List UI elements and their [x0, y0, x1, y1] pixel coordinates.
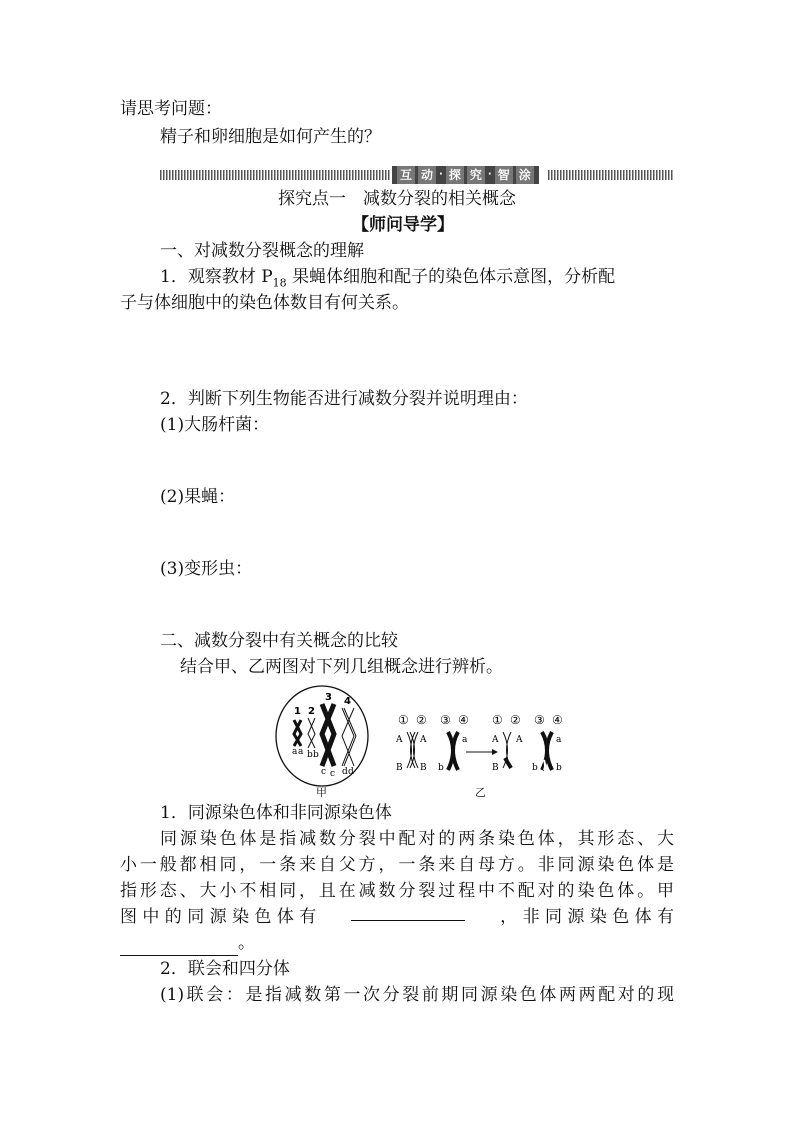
- q1-text-b: 果蝇体细胞和配子的染色体示意图，分析配: [286, 267, 616, 287]
- part2-intro: 结合甲、乙两图对下列几组概念进行辨析。: [180, 657, 503, 677]
- think-question: 精子和卵细胞是如何产生的？: [160, 127, 381, 147]
- figure-label-yi: 乙: [475, 786, 486, 799]
- item1-line4-a: 图 中 的 同 源 染 色 体 有: [120, 907, 317, 927]
- banner-badge: [392, 166, 539, 184]
- q2-heading: 2．判断下列生物能否进行减数分裂并说明理由：: [160, 389, 528, 409]
- yi-number: ④: [552, 713, 563, 727]
- item2-title: 2．联会和四分体: [160, 959, 290, 979]
- q1-subscript: 18: [272, 276, 287, 290]
- chromosome-3: [322, 704, 334, 766]
- item2-line1: (1)联会：是指减数第一次分裂前期同源染色体两两配对的现: [160, 985, 674, 1005]
- item1-line4-b: ， 非 同 源 染 色 体 有: [500, 907, 674, 927]
- part2-heading: 二、减数分裂中有关概念的比较: [160, 631, 398, 651]
- yi-allele: a: [556, 735, 562, 745]
- jia-allele: d: [342, 767, 348, 777]
- yi-number: ②: [416, 713, 427, 727]
- think-prompt: 请思考问题：: [120, 99, 222, 119]
- yi-chromosome-pair-black: [448, 732, 458, 770]
- item1-line3: 指形态、大小不相同，且在减数分裂过程中不配对的染色体。甲: [120, 881, 674, 901]
- yi-number: ④: [458, 713, 469, 727]
- jia-allele: c: [321, 767, 327, 777]
- item1-line5-end: 。: [238, 933, 255, 953]
- q1-text-a: 1．观察教材 P: [160, 267, 273, 287]
- yi-allele: A: [492, 735, 499, 745]
- yi-chromosome-pair-white: [407, 732, 418, 768]
- banner-char: 互: [397, 166, 415, 184]
- jia-number: 4: [344, 696, 351, 707]
- chromosome-2: [308, 718, 315, 748]
- jia-number: 2: [308, 706, 315, 717]
- jia-allele: b: [313, 750, 319, 760]
- yi-allele: A: [396, 735, 403, 745]
- yi-chromosome-pair-crossover-white: [503, 732, 511, 768]
- jia-allele: a: [292, 747, 298, 757]
- q2-item-1: (1)大肠杆菌：: [160, 415, 270, 435]
- q2-item-3: (3)变形虫：: [160, 559, 253, 579]
- yi-number: ①: [398, 713, 409, 727]
- item1-line5: [120, 930, 255, 956]
- section-banner: [160, 166, 674, 184]
- chromosome-figure: [270, 684, 570, 800]
- jia-allele: a: [298, 747, 304, 757]
- banner-char: 究: [467, 166, 485, 184]
- chromosome-4: [342, 708, 356, 766]
- nonhomologous-answer-blank[interactable]: [120, 939, 238, 956]
- q1-line2: 子与体细胞中的染色体数目有何关系。: [120, 293, 409, 313]
- chromosome-diagram: [270, 684, 570, 800]
- jia-allele: b: [307, 750, 313, 760]
- jia-number: 1: [294, 706, 301, 717]
- yi-chromosome-pair-crossover-black: [542, 732, 552, 770]
- yi-allele: B: [420, 763, 427, 773]
- item1-title: 1．同源染色体和非同源染色体: [160, 803, 392, 823]
- yi-number: ③: [440, 713, 451, 727]
- homologous-answer-blank[interactable]: [351, 904, 465, 921]
- yi-allele: A: [516, 735, 523, 745]
- banner-dot: ·: [439, 169, 443, 180]
- yi-allele: A: [420, 735, 427, 745]
- item1-line4: [120, 904, 674, 930]
- banner-dot: ·: [487, 169, 492, 180]
- yi-number: ①: [492, 713, 503, 727]
- arrow-icon: [466, 749, 498, 755]
- figure-label-jia: 甲: [316, 786, 327, 799]
- jia-number: 3: [325, 692, 332, 703]
- item1-line1: 同源染色体是指减数分裂中配对的两条染色体，其形态、大: [160, 829, 674, 849]
- yi-allele: b: [556, 763, 562, 773]
- q2-item-2: (2)果蝇：: [160, 487, 236, 507]
- banner-char: 动: [418, 166, 436, 184]
- yi-allele: b: [532, 763, 538, 773]
- banner-char: 探: [446, 166, 464, 184]
- banner-char: 涂: [516, 166, 534, 184]
- banner-stripe-right: [548, 170, 674, 180]
- yi-allele: B: [492, 763, 499, 773]
- section-subheading: 【师问导学】: [352, 215, 454, 235]
- jia-allele: c: [330, 769, 336, 779]
- section-title: 探究点一 减数分裂的相关概念: [278, 189, 516, 209]
- banner-char: 智: [495, 166, 513, 184]
- yi-number: ②: [510, 713, 521, 727]
- item1-line2: 小一般都相同，一条来自父方，一条来自母方。非同源染色体是: [120, 855, 674, 875]
- yi-number: ③: [534, 713, 545, 727]
- jia-allele: d: [348, 767, 354, 777]
- part1-heading: 一、对减数分裂概念的理解: [160, 241, 364, 261]
- yi-allele: b: [438, 763, 444, 773]
- chromosome-1: [294, 720, 301, 746]
- banner-stripe-left: [160, 170, 390, 180]
- yi-allele: a: [462, 735, 468, 745]
- yi-allele: B: [396, 763, 403, 773]
